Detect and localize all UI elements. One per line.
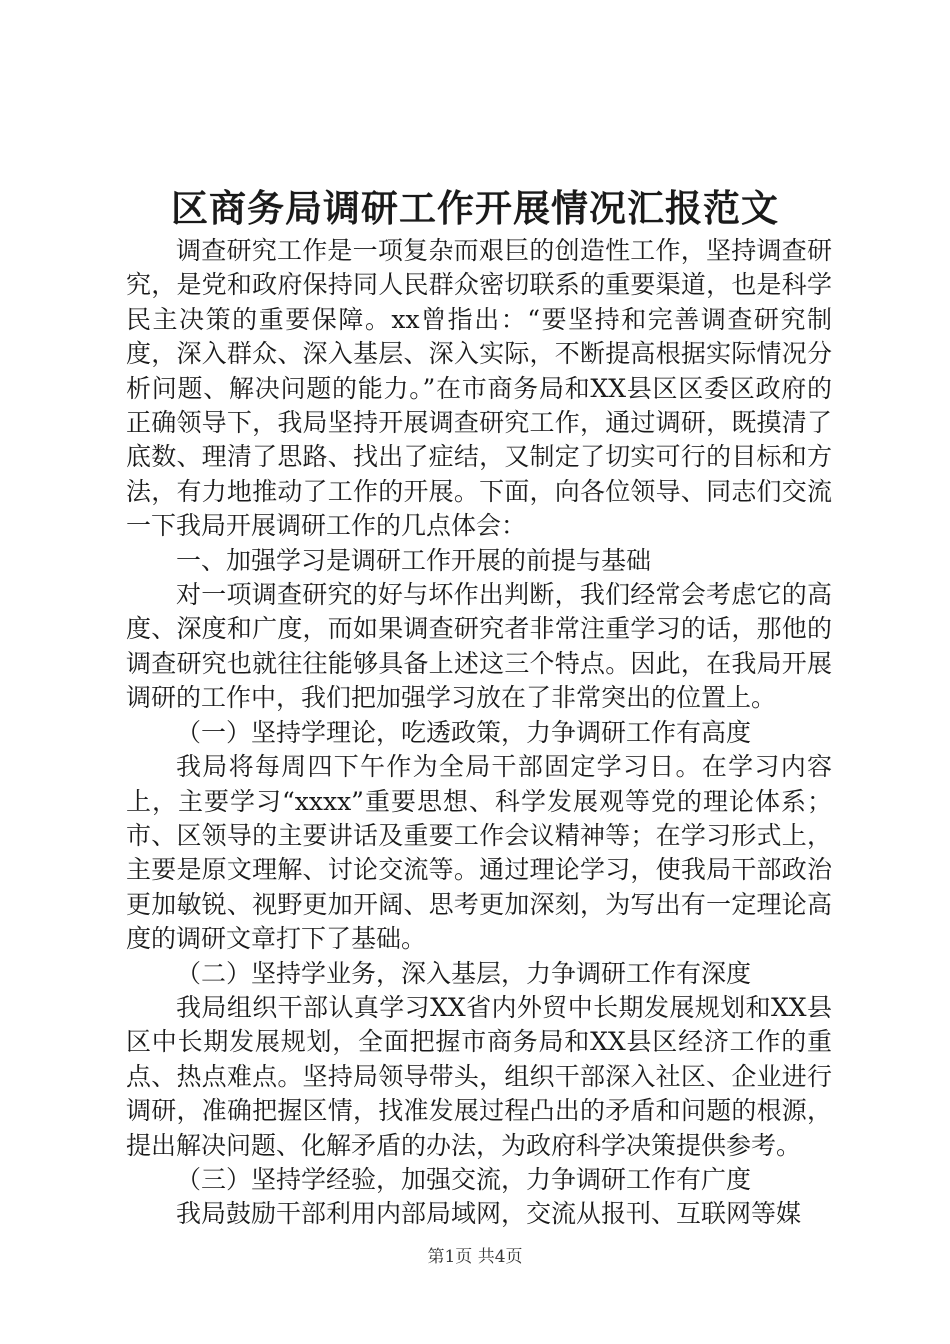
subsection-1-paragraph: 我局将每周四下午作为全局干部固定学习日。在学习内容上，主要学习“xxxx”重要思想、科学发展观等党的理论体系；市、区领导的主要讲话及重要工作会议精神等；在学习形式上，主要是原文理解、讨论交流等。通过理论学习，使我局干部政治更加敏锐、视野更加开阔、思考更加深刻，为写出有一定理论高度的调研文章打下了基础。 (126, 752, 832, 954)
subsection-2-paragraph: 我局组织干部认真学习XX省内外贸中长期发展规划和XX县区中长期发展规划，全面把握市商务局和XX县区经济工作的重点、热点难点。坚持局领导带头，组织干部深入社区、企业进行调研，准确把握区情，找准发展过程凸出的矛盾和问题的根源，提出解决问题、化解矛盾的办法，为政府科学决策提供参考。 (126, 992, 832, 1160)
subsection-heading-2: （二）坚持学业务，深入基层，力争调研工作有深度 (176, 958, 752, 988)
intro-paragraph: 调查研究工作是一项复杂而艰巨的创造性工作，坚持调查研究，是党和政府保持同人民群众密切联系的重要渠道，也是科学民主决策的重要保障。xx曾指出：“要坚持和完善调查研究制度，深入群众、深入基层、深入实际，不断提高根据实际情况分析问题、解决问题的能力。”在市商务局和XX县区区委区政府的正确领导下，我局坚持开展调查研究工作，通过调研，既摸清了底数、理清了思路、找出了症结，又制定了切实可行的目标和方法，有力地推动了工作的开展。下面，向各位领导、同志们交流一下我局开展调研工作的几点体会： (126, 236, 832, 541)
section-heading-1: 一、加强学习是调研工作开展的前提与基础 (176, 545, 652, 575)
subsection-heading-3: （三）坚持学经验，加强交流，力争调研工作有广度 (176, 1164, 752, 1194)
subsection-heading-1: （一）坚持学理论，吃透政策，力争调研工作有高度 (176, 717, 752, 747)
page-number: 第1页 共4页 (427, 1247, 523, 1267)
section-1-paragraph: 对一项调查研究的好与坏作出判断，我们经常会考虑它的高度、深度和广度，而如果调查研究者非常注重学习的话，那他的调查研究也就往往能够具备上述这三个特点。因此，在我局开展调研的工作中，我们把加强学习放在了非常突出的位置上。 (126, 580, 832, 713)
document-body (126, 234, 832, 1232)
subsection-3-paragraph: 我局鼓励干部利用内部局域网，交流从报刊、互联网等媒 (176, 1199, 802, 1229)
document-title: 区商务局调研工作开展情况汇报范文 (171, 186, 779, 230)
